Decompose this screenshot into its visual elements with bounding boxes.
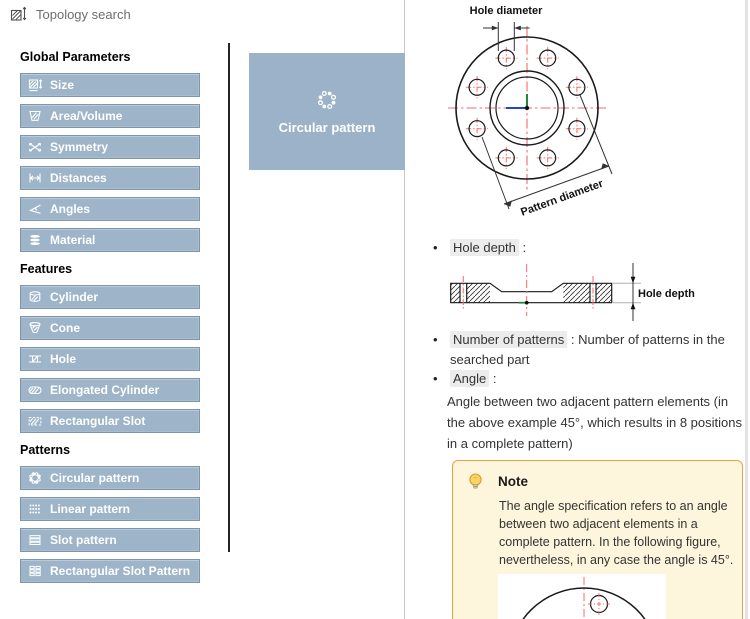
note-title: Note — [498, 474, 528, 489]
angle-description: Angle between two adjacent pattern elements (in the above example 45°, which results in 8 positions in a complete pattern) — [447, 394, 742, 451]
material-icon — [27, 233, 43, 247]
area-volume-icon — [27, 109, 43, 123]
sidebar-item-angles[interactable] — [20, 197, 200, 221]
note-text: The angle specification refers to an angle between two adjacent elements in a complete pattern. In the following figure, nevertheless, in any case the angle is 45°. — [499, 499, 734, 567]
bullet-marker: • — [433, 240, 438, 255]
topology-search-icon — [10, 6, 28, 22]
sidebar-item-label: Symmetry — [50, 140, 109, 154]
sidebar-item-rectangular-slot-pattern[interactable] — [20, 559, 200, 583]
sidebar-item-hole[interactable] — [20, 347, 200, 371]
bullet-marker: • — [433, 371, 438, 386]
slot-pattern-icon — [27, 533, 43, 547]
size-icon — [27, 78, 43, 92]
sidebar-item-label: Circular pattern — [50, 471, 140, 485]
term-angle: Angle — [450, 370, 489, 387]
sidebar-item-label: Rectangular Slot — [50, 414, 146, 428]
circular-pattern-icon — [27, 471, 43, 485]
sidebar-item-label: Cylinder — [50, 290, 99, 304]
circular-pattern-icon — [315, 89, 339, 113]
window-header — [10, 6, 131, 22]
rectangular-slot-icon — [27, 414, 43, 428]
pattern-diameter-label: Pattern diameter — [519, 177, 605, 219]
sidebar-item-size[interactable] — [20, 73, 200, 97]
sidebar-item-label: Rectangular Slot Pattern — [50, 564, 191, 578]
hole-icon — [27, 352, 43, 366]
sidebar-item-label: Slot pattern — [50, 533, 117, 547]
section-heading-patterns: Patterns — [20, 443, 71, 457]
lightbulb-icon — [466, 472, 485, 491]
sidebar-item-area-volume[interactable] — [20, 104, 200, 128]
linear-pattern-icon — [27, 502, 43, 516]
sidebar-item-circular-pattern[interactable] — [20, 466, 200, 490]
flange-section-figure — [440, 256, 750, 328]
bullet-text: Hole depth : — [450, 238, 526, 258]
term-hole-depth: Hole depth — [450, 239, 519, 256]
note-flange-figure — [498, 574, 666, 619]
flange-top-view-figure — [420, 2, 750, 232]
bullet-text: Angle : — [450, 369, 496, 389]
symmetry-icon — [27, 140, 43, 154]
circular-pattern-preview-tile[interactable] — [249, 53, 405, 170]
angles-icon — [27, 202, 43, 216]
sidebar-item-label: Elongated Cylinder — [50, 383, 160, 397]
sidebar-item-cone[interactable] — [20, 316, 200, 340]
bullet-angle — [433, 369, 733, 389]
sidebar-item-symmetry[interactable] — [20, 135, 200, 159]
sidebar-item-slot-pattern[interactable] — [20, 528, 200, 552]
sidebar-divider-line — [228, 43, 230, 552]
section-heading-global-parameters: Global Parameters — [20, 50, 131, 64]
distances-icon — [27, 171, 43, 185]
cone-icon — [27, 321, 43, 335]
elongated-cylinder-icon — [27, 383, 43, 397]
sidebar-item-label: Linear pattern — [50, 502, 131, 516]
term-number-of-patterns: Number of patterns — [450, 331, 567, 348]
sidebar — [20, 50, 210, 590]
window-title: Topology search — [36, 6, 131, 22]
preview-tile-label: Circular pattern — [278, 119, 376, 135]
sidebar-item-linear-pattern[interactable] — [20, 497, 200, 521]
hole-diameter-label: Hole diameter — [469, 5, 543, 17]
bullet-hole-depth — [433, 238, 733, 258]
sidebar-item-label: Size — [50, 78, 75, 92]
sidebar-item-distances[interactable] — [20, 166, 200, 190]
sidebar-item-label: Angles — [50, 202, 91, 216]
cylinder-icon — [27, 290, 43, 304]
hole-depth-label: Hole depth — [638, 288, 695, 300]
sidebar-item-elongated-cylinder[interactable] — [20, 378, 200, 402]
bullet-text: Number of patterns : Number of patterns in the searched part — [450, 332, 725, 367]
sidebar-item-label: Distances — [50, 171, 107, 185]
sidebar-item-label: Cone — [50, 321, 80, 335]
bullet-marker: • — [433, 332, 438, 347]
bullet-number-of-patterns — [433, 330, 745, 369]
sidebar-item-material[interactable] — [20, 228, 200, 252]
sidebar-item-label: Area/Volume — [50, 109, 123, 123]
sidebar-item-label: Material — [50, 233, 96, 247]
rectangular-slot-pattern-icon — [27, 564, 43, 578]
note-title-row — [466, 472, 742, 491]
section-heading-features: Features — [20, 262, 73, 276]
sidebar-item-label: Hole — [50, 352, 77, 366]
sidebar-item-rectangular-slot[interactable] — [20, 409, 200, 433]
sidebar-item-cylinder[interactable] — [20, 285, 200, 309]
note-callout — [452, 460, 743, 619]
